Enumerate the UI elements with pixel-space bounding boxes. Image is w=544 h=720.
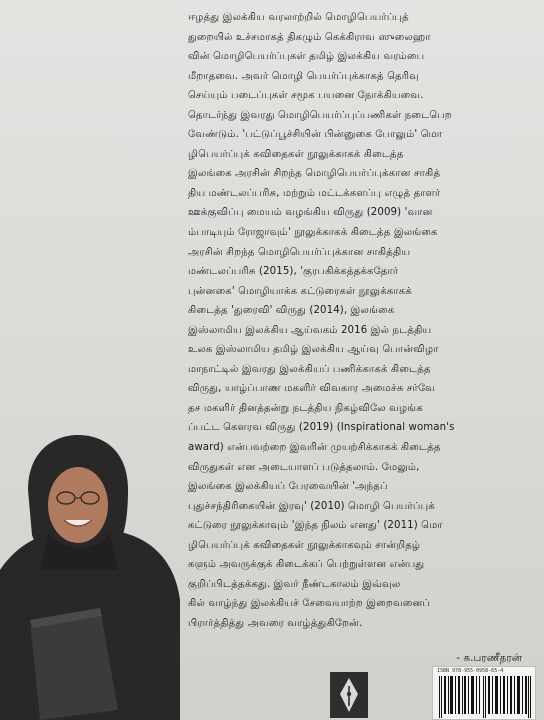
- isbn-text: ISBN 978-955-0958-65-4: [437, 668, 504, 674]
- blurb-line: செய்யும் படைப்புகள் சமூக பயனை நோக்கியவை.: [188, 90, 424, 102]
- blurb-line: மீறாதவை. அவர் மொழி பெயர்ப்புக்காகத் தெரிவு: [188, 70, 420, 82]
- blurb-line: வேண்டும். 'பட்டுப்பூச்சியின் பின்னுகை போலும்' மொ: [188, 129, 443, 141]
- blurb-line: அரசின் சிறந்த மொழிபெயர்ப்புக்கான சாகித்திய: [188, 246, 411, 258]
- blurb-line: தச மகளிர் தினத்தன்று நடத்திய நிகழ்விலே வழங்க: [188, 402, 423, 414]
- blurb-line: கட்டுரை நூலுக்காவும் 'இந்த நிலம் எனது' (2011) மொ: [188, 520, 443, 532]
- blurb-line: திய மண்டலப்பரிசு, மற்றும் மட்டக்களப்பு எழுத் தாளர்: [188, 187, 441, 199]
- publisher-logo: [330, 672, 368, 718]
- blurb-text: [188, 8, 528, 634]
- blurb-line: மாநாட்டில் இவரது இலக்கியப் பணிக்காகக் கிடைத்த: [188, 363, 431, 375]
- blurb-line: கில் வாழ்ந்து இலக்கியச் சேவையாற்ற இறைவனைப்: [188, 598, 431, 610]
- author-portrait: [0, 420, 180, 720]
- blurb-line: மண்டலப்பரிசு (2015), 'குரபகிக்கத்தக்கதோர்: [188, 266, 399, 278]
- blurb-line: ப்பட்ட கௌரவ விருது (2019) (Inspirational woman's: [188, 422, 455, 434]
- blurb-line: தொடர்ந்து இவரது மொழிபெயர்ப்புப்பணிகள் நடைபெற: [188, 109, 452, 121]
- blurb-line: இலங்கை அரசின் சிறந்த மொழிபெயர்ப்புக்கான சாகித்: [188, 168, 441, 180]
- blurb-line: ஊக்குவிப்பு மையம் வழங்கிய விருது (2009) 'வான: [188, 207, 433, 219]
- author-signature: - க.பரணீதரன்: [456, 652, 522, 664]
- blurb-line: ழிபெயர்ப்புக் கவிதைகள் நூலுக்காகக் கிடைத்த: [188, 148, 404, 160]
- blurb-line: award) என்பவற்றை இவரின் முயற்சிக்காகக் கிடைத்த: [188, 442, 441, 454]
- blurb-line: ம்பாடியும் ரோஜாவும்' நூலுக்காகக் கிடைத்த இலங்கை: [188, 227, 438, 239]
- isbn-barcode: [432, 666, 536, 720]
- blurb-line: இஸ்லாமிய இலக்கிய ஆய்வகம் 2016 இல் நடத்திய: [188, 324, 432, 336]
- blurb-line: ஈழத்து இலக்கிய வரலாற்றில் மொழிபெயர்ப்புத்: [188, 12, 409, 23]
- blurb-line: துறையில் உச்சமாகத் திகழும் கெக்கிராவ ஸுலைஹா: [188, 31, 431, 43]
- blurb-line: புதுச்சந்திரிகையின் இரவு' (2010) மொழி பெயர்ப்புக்: [188, 500, 435, 512]
- blurb-line: புன்னகை' மொழியாக்க கட்டுரைகள் நூலுக்காகக்: [188, 285, 412, 297]
- blurb-line: வின் மொழிபெயர்ப்புகள் தமிழ் இலக்கிய வரம்பை: [188, 51, 425, 63]
- blurb-line: இலங்கை இலக்கியப் பேரவையின் 'அந்தப்: [188, 481, 388, 493]
- blurb-line: குறிப்பிடத்தக்கது. இவர் நீண்டகாலம் இவ்வுல: [188, 578, 401, 590]
- blurb-line: உலக இஸ்லாமிய தமிழ் இலக்கிய ஆய்வு பொன்விழா: [188, 344, 439, 356]
- blurb-line: ழிபெயர்ப்புக் கவிதைகள் நூலுக்காகவும் சான்றிதழ்: [188, 539, 421, 551]
- blurb-line: கிடைத்த 'துரைவி' விருது (2014), இலங்கை: [188, 305, 395, 317]
- blurb-line: விருதுகள் என அடையாளப் படுத்தலாம். மேலும்,: [188, 461, 420, 473]
- blurb-line: களும் அவருக்குக் கிடைக்கப் பெற்றுள்ளன என்பது: [188, 559, 425, 571]
- blurb-line: பிரார்த்தித்து அவரை வாழ்த்துகிறேன்.: [188, 617, 363, 629]
- barcode-bars: [437, 676, 533, 718]
- blurb-line: விருது, யாழ்ப்பாண மகளிர் விவகார அமைச்சு சர்வே: [188, 383, 436, 395]
